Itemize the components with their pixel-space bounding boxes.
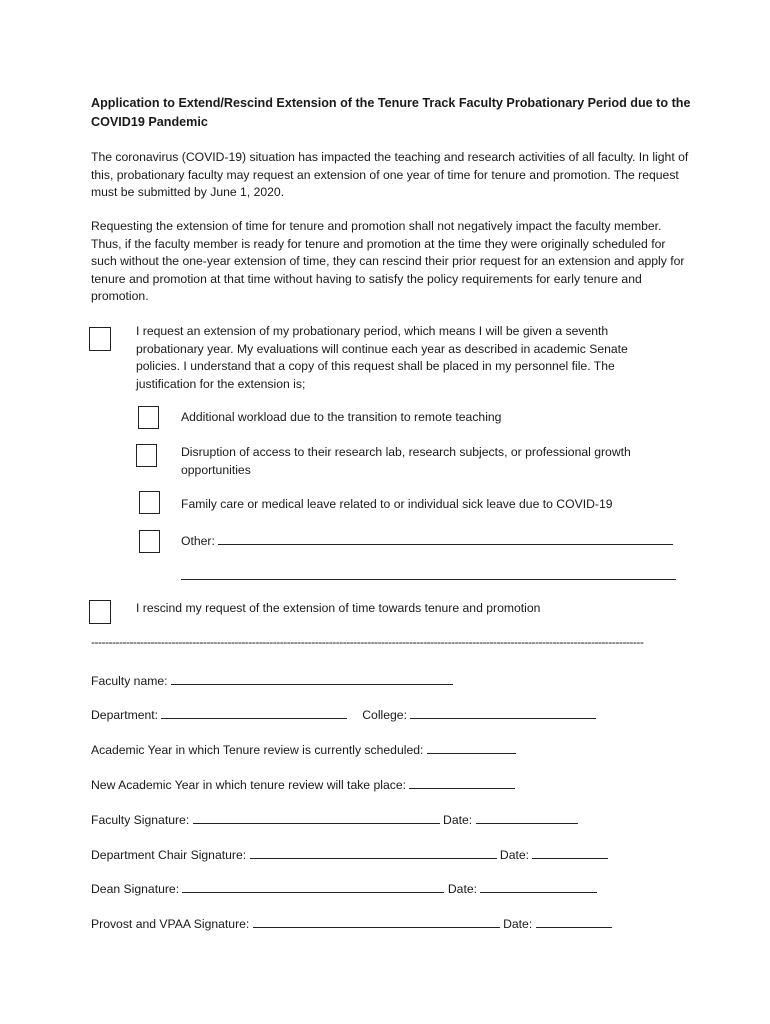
provost-signature-label: Provost and VPAA Signature: <box>91 917 250 931</box>
faculty-name-label: Faculty name: <box>91 674 168 688</box>
other-reason-line-2-wrap <box>181 566 676 580</box>
faculty-signature-field[interactable] <box>193 810 440 824</box>
justification-checkbox-other[interactable] <box>139 530 160 553</box>
current-year-row <box>91 740 516 760</box>
chair-signature-date-label: Date: <box>499 848 530 862</box>
provost-signature-row <box>91 914 612 934</box>
chair-signature-field[interactable] <box>250 845 497 859</box>
intro-paragraph: The coronavirus (COVID-19) situation has impacted the teaching and research activities of all faculty. In light of this, probationary faculty may request an extension of one year of time for tenure and promotion. The request must be submitted by June 1, 2020. <box>91 150 689 199</box>
faculty-signature-date-field[interactable] <box>476 810 578 824</box>
chair-signature-row <box>91 845 608 865</box>
faculty-name-row <box>91 671 453 691</box>
new-year-row <box>91 775 515 795</box>
justification-label-workload: Additional workload due to the transition to remote teaching <box>181 410 502 424</box>
department-label: Department: <box>91 708 159 722</box>
faculty-name-field[interactable] <box>171 671 453 685</box>
current-year-field[interactable] <box>427 740 516 754</box>
justification-checkbox-workload[interactable] <box>138 406 159 429</box>
other-reason-line-2[interactable] <box>181 566 676 580</box>
justification-other-row <box>181 531 651 551</box>
dean-signature-date-field[interactable] <box>480 879 597 893</box>
note-paragraph: Requesting the extension of time for tenure and promotion shall not negatively impact the faculty member. Thus, if the faculty member is ready for tenure and promotion at the time they were originally scheduled for such without the one-year extension of time, they can rescind their prior request for an extension and apply for tenure and promotion at that time without having to satisfy the policy requirements for early tenure and promotion. <box>91 219 685 303</box>
justification-checkbox-research-access[interactable] <box>136 444 157 467</box>
new-year-field[interactable] <box>409 775 515 789</box>
chair-signature-label: Department Chair Signature: <box>91 848 247 862</box>
current-year-label: Academic Year in which Tenure review is currently scheduled: <box>91 743 424 757</box>
new-year-label: New Academic Year in which tenure review will take place: <box>91 778 406 792</box>
rescind-extension-label: I rescind my request of the extension of time towards tenure and promotion <box>136 601 541 615</box>
provost-signature-date-label: Date: <box>503 917 533 931</box>
justification-checkbox-family-care[interactable] <box>139 491 160 514</box>
faculty-signature-date-label: Date: <box>443 813 473 827</box>
rescind-extension-checkbox[interactable] <box>89 600 111 624</box>
provost-signature-field[interactable] <box>253 914 500 928</box>
request-extension-checkbox[interactable] <box>89 327 111 351</box>
form-title: Application to Extend/Rescind Extension of the Tenure Track Faculty Probationary Period due to the COVID19 Pandemic <box>91 96 691 129</box>
department-row <box>91 705 596 725</box>
department-field[interactable] <box>161 705 347 719</box>
other-reason-line-1[interactable] <box>218 531 673 545</box>
justification-label-research-access: Disruption of access to their research lab, research subjects, or professional growth opportunities <box>181 445 631 477</box>
dean-signature-row <box>91 879 597 899</box>
dean-signature-label: Dean Signature: <box>91 882 180 896</box>
college-field[interactable] <box>410 705 596 719</box>
faculty-signature-label: Faculty Signature: <box>91 813 190 827</box>
faculty-signature-row <box>91 810 578 830</box>
dean-signature-date-label: Date: <box>447 882 478 896</box>
provost-signature-date-field[interactable] <box>536 914 612 928</box>
justification-label-other: Other: <box>181 534 215 548</box>
justification-label-family-care: Family care or medical leave related to or individual sick leave due to COVID-19 <box>181 497 613 511</box>
section-divider: -------------------------------------------------------------------------------------------------------------------------------------------------------------- <box>91 635 644 649</box>
college-label: College: <box>362 708 407 722</box>
chair-signature-date-field[interactable] <box>532 845 608 859</box>
dean-signature-field[interactable] <box>182 879 444 893</box>
request-extension-label: I request an extension of my probationary period, which means I will be given a seventh probationary year. My evaluations will continue each year as described in academic Senate policies. I understand that a copy of this request shall be placed in my personnel file. The justification for the extension is; <box>136 324 628 391</box>
